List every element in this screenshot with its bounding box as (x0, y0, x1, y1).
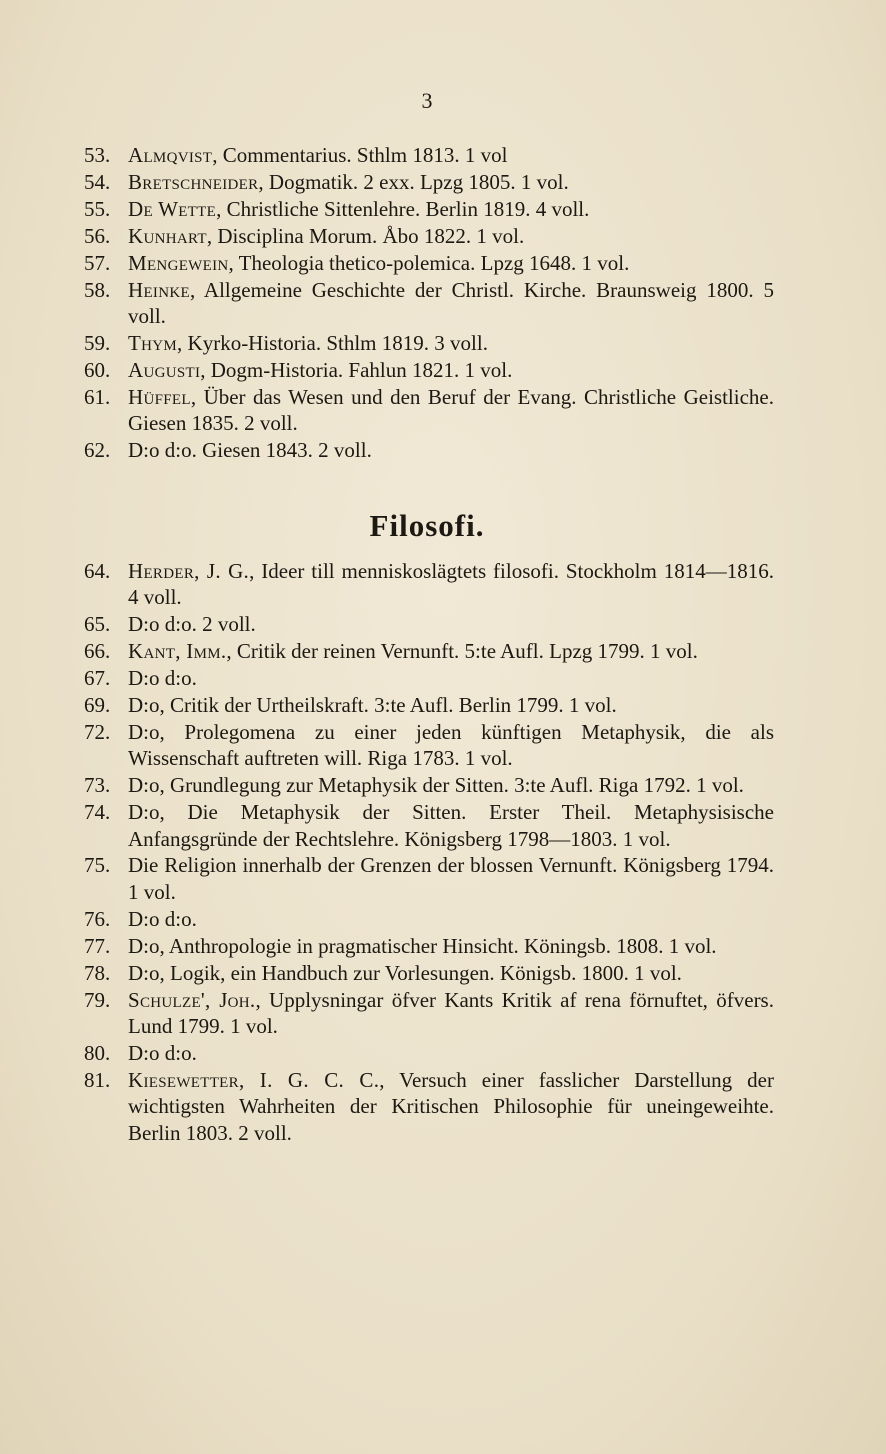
entry-number: 79. (84, 987, 111, 1012)
list-item (84, 638, 774, 664)
entry-author: Kunhart (128, 223, 207, 248)
entry-text: , Dogm-Historia. Fahlun 1821. 1 vol. (200, 357, 513, 382)
list-item (84, 558, 774, 611)
entry-number: 78. (84, 960, 111, 985)
list-item (84, 987, 774, 1040)
entry-number: 74. (84, 800, 111, 825)
entry-number: 60. (84, 357, 111, 382)
entry-text: D:o, Anthropologie in pragmatischer Hinsicht. Köningsb. 1808. 1 vol. (128, 933, 717, 958)
entry-author: Thym (128, 330, 178, 355)
entries-theology (84, 142, 774, 464)
entry-text: , Christliche Sittenlehre. Berlin 1819. 4 voll. (216, 196, 590, 221)
entry-author: Bretschneider (128, 169, 259, 194)
list-item (84, 277, 774, 330)
entry-number: 81. (84, 1067, 111, 1092)
entry-author: Hüffel (128, 384, 191, 409)
entry-author: Schulze', Joh. (128, 987, 256, 1012)
entry-author: Heinke (128, 277, 190, 302)
entry-text: D:o d:o. Giesen 1843. 2 voll. (128, 437, 372, 462)
entry-text: , Upplysningar öfver Kants Kritik af rena förnuftet, öfvers. Lund 1799. 1 vol. (128, 987, 774, 1038)
entry-text: D:o, Grundlegung zur Metaphysik der Sitten. 3:te Aufl. Riga 1792. 1 vol. (128, 773, 744, 798)
entry-number: 69. (84, 693, 111, 718)
entry-number: 61. (84, 384, 111, 409)
entry-text: , Über das Wesen und den Beruf der Evang. Christliche Geistliche. Giesen 1835. 2 voll. (128, 384, 774, 436)
list-item (84, 250, 774, 276)
list-item (84, 1040, 774, 1066)
entry-number: 65. (84, 612, 111, 637)
list-item (84, 852, 774, 905)
entry-text: D:o d:o. 2 voll. (128, 612, 256, 637)
list-item (84, 384, 774, 437)
list-item (84, 665, 774, 691)
entry-number: 67. (84, 666, 111, 691)
section-heading: Filosofi. (369, 508, 485, 543)
entry-number: 54. (84, 169, 111, 194)
entry-text: , Dogmatik. 2 exx. Lpzg 1805. 1 vol. (258, 169, 569, 194)
entry-author: Kiesewetter, I. G. C. C. (128, 1067, 380, 1092)
list-item (84, 719, 774, 772)
entry-author: De Wette (128, 196, 217, 221)
entry-author: Kant, Imm. (128, 639, 227, 664)
entry-text: D:o, Logik, ein Handbuch zur Vorlesungen. Königsb. 1800. 1 vol. (128, 960, 682, 985)
entry-number: 73. (84, 773, 111, 798)
entry-text: D:o d:o. (128, 906, 197, 931)
entry-number: 59. (84, 330, 111, 355)
list-item (84, 611, 774, 637)
entry-text: D:o d:o. (128, 1040, 197, 1065)
entry-number: 77. (84, 933, 111, 958)
entry-number: 58. (84, 277, 111, 302)
entry-number: 72. (84, 719, 111, 744)
list-item (84, 960, 774, 986)
entry-text: Die Religion innerhalb der Grenzen der blossen Vernunft. Königsberg 1794. 1 vol. (128, 853, 774, 904)
entry-author: Herder, J. G. (128, 559, 250, 583)
list-item (84, 357, 774, 383)
entry-number: 62. (84, 437, 111, 462)
entry-text: , Versuch einer fasslicher Darstellung der wichtigsten Wahrheiten der Kritischen Philosophie für uneingeweihte. Berlin 1803. 2 voll. (128, 1067, 774, 1145)
entry-number: 57. (84, 250, 111, 275)
page-number: 3 (421, 88, 433, 113)
list-item (84, 437, 774, 463)
list-item (84, 142, 774, 168)
entry-number: 66. (84, 639, 111, 664)
entry-text: D:o d:o. (128, 666, 197, 691)
entry-text: , Kyrko-Historia. Sthlm 1819. 3 voll. (177, 330, 488, 355)
entry-text: , Theologia thetico-polemica. Lpzg 1648. 1 vol. (228, 250, 630, 275)
entry-number: 64. (84, 559, 111, 583)
entry-author: Mengewein (128, 250, 229, 275)
entry-text: , Allgemeine Geschichte der Christl. Kirche. Braunsweig 1800. 5 voll. (128, 277, 774, 328)
list-item (84, 906, 774, 932)
entry-number: 80. (84, 1040, 111, 1065)
list-item (84, 330, 774, 356)
list-item (84, 933, 774, 959)
list-item (84, 772, 774, 798)
list-item (84, 1067, 774, 1146)
entries-philosophy (84, 558, 774, 1146)
entry-text: , Critik der reinen Vernunft. 5:te Aufl. Lpzg 1799. 1 vol. (226, 639, 698, 664)
entry-author: Augusti (128, 357, 201, 382)
entry-text: , Ideer till menniskoslägtets filosofi. Stockholm 1814—1816. 4 voll. (128, 559, 774, 610)
entry-number: 75. (84, 853, 111, 878)
entry-author: Almqvist (128, 143, 213, 167)
entry-number: 76. (84, 906, 111, 931)
entry-text: D:o, Critik der Urtheilskraft. 3:te Aufl. Berlin 1799. 1 vol. (128, 693, 617, 718)
entry-text: , Commentarius. Sthlm 1813. 1 vol (212, 143, 508, 167)
list-item (84, 169, 774, 195)
list-item (84, 196, 774, 222)
entry-number: 56. (84, 223, 111, 248)
list-item (84, 223, 774, 249)
entry-number: 53. (84, 143, 111, 167)
list-item (84, 692, 774, 718)
entry-text: D:o, Prolegomena zu einer jeden künftigen Metaphysik, die als Wissenschaft auftreten will. Riga 1783. 1 vol. (128, 719, 774, 771)
entry-number: 55. (84, 196, 111, 221)
entry-text: , Disciplina Morum. Åbo 1822. 1 vol. (206, 223, 525, 248)
list-item (84, 799, 774, 852)
entry-text: D:o, Die Metaphysik der Sitten. Erster Theil. Metaphysisische Anfangsgründe der Rechtslehre. Königsberg 1798—1803. 1 vol. (128, 800, 774, 851)
